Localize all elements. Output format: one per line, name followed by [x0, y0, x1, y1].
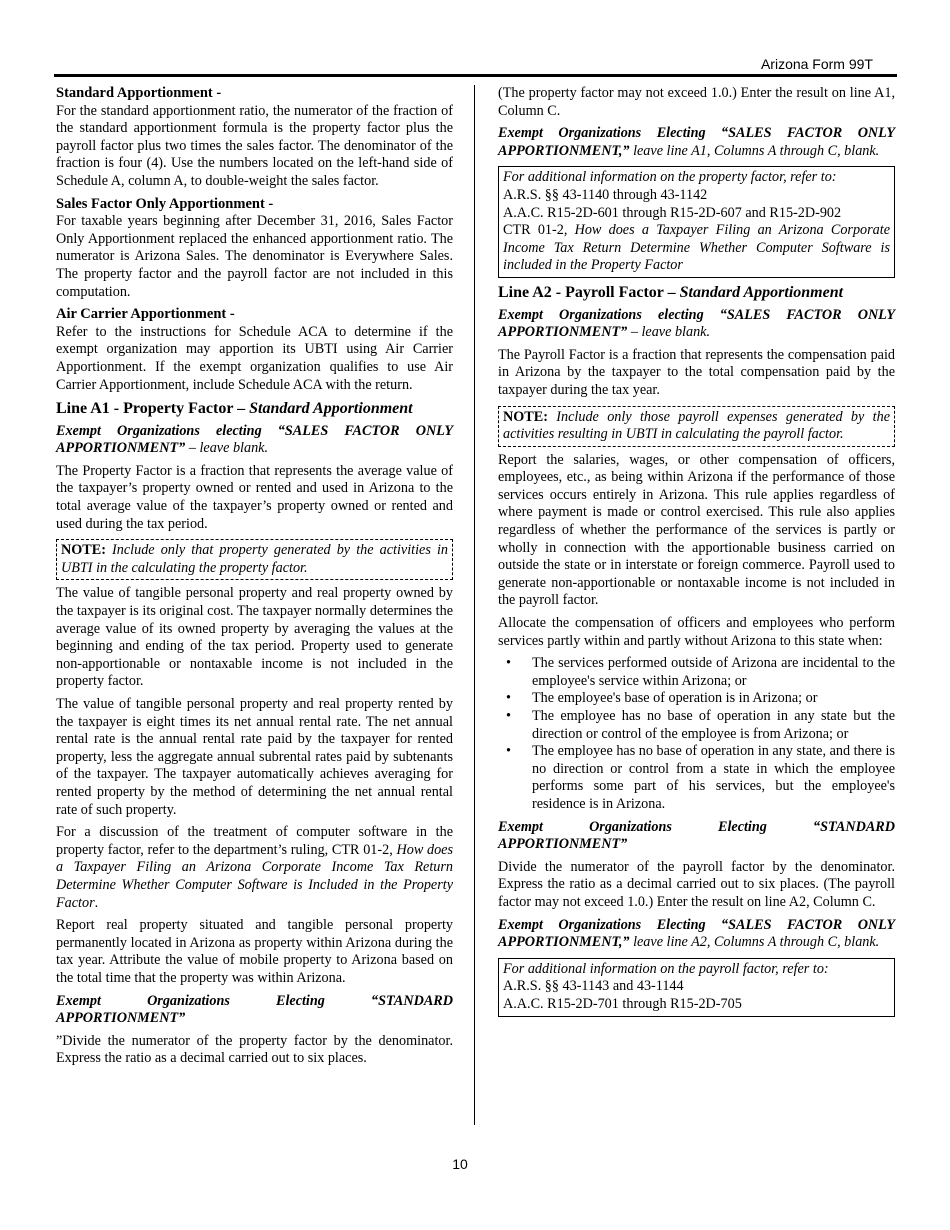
bullet-icon: • [506, 743, 511, 760]
line-a1-note-box: NOTE: Include only that property generated by the activities in UBTI in the calculating the property factor. [56, 539, 453, 580]
left-column [56, 85, 453, 1068]
allocation-conditions-list [498, 655, 895, 813]
standard-apportionment-text: For the standard apportionment ratio, the numerator of the fraction of the standard apportionment formula is the property factor plus the payroll factor plus two times the sales factor. The denominator of the fraction is four (4). Use the numbers located on the left-hand side of Schedule A, column A, to double-weight the sales factor. [56, 102, 453, 189]
line-a1-continued-text: (The property factor may not exceed 1.0.) Enter the result on line A1, Column C. [498, 85, 895, 119]
line-a2-sfo-leave-blank: Exempt Organizations Electing “SALES FACTOR ONLY APPORTIONMENT,” leave line A2, Columns A through C, blank. [498, 916, 895, 951]
standard-apportionment-heading: Standard Apportionment - [56, 85, 222, 101]
line-a1-rented-property-text: The value of tangible personal property and real property rented by the taxpayer is eight times its net annual rental rate. The net annual rental rate is the annual rental rate paid by the taxpayer for rented property, less the aggregate annual subrental rates paid by subtenants of the taxpayer. The taxpayer automatically achieves averaging for rented property by the method of determining the net annual rental rate of such property. [56, 696, 453, 818]
column-divider [474, 85, 475, 1125]
right-column [498, 85, 895, 1017]
list-item: • The employee's base of operation is in Arizona; or [506, 690, 818, 707]
line-a2-salaries-text: Report the salaries, wages, or other compensation of officers, employees, etc., as being within Arizona if the performance of those services occurs entirely in Arizona. This rule applies regardless of where payment is made or control exercised. This rule also applies regardless of whether the performance of the services is partly or wholly in connection with the apportionable business carried on outside the state or in interstate or foreign commerce. Payroll used to generate non-apportionable or nontaxable income is not included in the payroll factor. [498, 451, 895, 609]
line-a1-standard-heading: Exempt Organizations Electing “STANDARD APPORTIONMENT” [56, 992, 453, 1027]
list-item: • The services performed outside of Arizona are incidental to the employee's service within Arizona; or [506, 655, 895, 689]
property-info-ctr: CTR 01-2, How does a Taxpayer Filing an Arizona Corporate Income Tax Return Determine Whether Computer Software is included in the Property Factor [503, 222, 890, 274]
line-a1-heading: Line A1 - Property Factor – Standard Apportionment [56, 400, 413, 418]
line-a1-software-text: For a discussion of the treatment of computer software in the property factor, refer to the department’s ruling, CTR 01-2, How does a Taxpayer Filing an Arizona Corporate Income Tax Return Determine Whether Computer Software is Included in the Property Factor. [56, 824, 453, 911]
property-info-aac: A.A.C. R15-2D-601 through R15-2D-607 and R15-2D-902 [503, 204, 842, 221]
line-a1-owned-property-text: The value of tangible personal property and real property owned by the taxpayer is its original cost. The taxpayer normally determines the average value of its owned property by averaging the values at the beginning and ending of the tax period. Property used to generate non-apportionable or nontaxable income is not included in the property factor. [56, 585, 453, 690]
line-a1-standard-text: ”Divide the numerator of the property factor by the denominator. Express the ratio as a decimal carried out to six places. [56, 1032, 453, 1067]
payroll-info-ars: A.R.S. §§ 43-1143 and 43-1144 [503, 978, 684, 995]
line-a2-heading: Line A2 - Payroll Factor – Standard Apportionment [498, 283, 844, 301]
bullet-icon: • [506, 708, 511, 724]
payroll-info-title: For additional information on the payroll factor, refer to: [503, 960, 829, 977]
bullet-icon: • [506, 690, 511, 707]
form-name-header: Arizona Form 99T [760, 56, 873, 72]
payroll-info-aac: A.A.C. R15-2D-701 through R15-2D-705 [503, 995, 742, 1012]
property-info-ars: A.R.S. §§ 43-1140 through 43-1142 [503, 186, 708, 203]
line-a1-definition: The Property Factor is a fraction that represents the average value of the taxpayer’s property owned or rented and used in Arizona to the total average value of the taxpayer’s property owned or rented and used during the tax period. [56, 462, 453, 532]
page-number: 10 [452, 1156, 468, 1172]
sales-factor-only-heading: Sales Factor Only Apportionment - [56, 195, 274, 212]
sales-factor-only-text: For taxable years beginning after December 31, 2016, Sales Factor Only Apportionment replaced the enhanced apportionment ratio. The numerator is Arizona Sales. The denominator is Everywhere Sales. The property factor and the payroll factor are not included in this computation. [56, 213, 453, 300]
payroll-factor-info-box [498, 958, 895, 1017]
list-item: • The employee has no base of operation in any state but the direction or control of the employee is from Arizona; or [506, 708, 895, 742]
property-factor-info-box [498, 166, 895, 278]
line-a1-sfo-leave-blank: Exempt Organizations Electing “SALES FACTOR ONLY APPORTIONMENT,” leave line A1, Columns A through C, blank. [498, 125, 895, 159]
line-a2-standard-text: Divide the numerator of the payroll factor by the denominator. Express the ratio as a decimal carried out to six places. (The payroll factor may not exceed 1.0.) Enter the result on line A2, Column C. [498, 858, 895, 910]
property-info-title: For additional information on the property factor, refer to: [503, 169, 837, 186]
line-a1-sfo-instruction: Exempt Organizations electing “SALES FACTOR ONLY APPORTIONMENT” – leave blank. [56, 422, 453, 457]
line-a1-real-property-text: Report real property situated and tangible personal property permanently located in Arizona as property within Arizona during the tax year. Attribute the value of mobile property to Arizona based on the total time that the property was within Arizona. [56, 917, 453, 986]
line-a2-sfo-instruction: Exempt Organizations electing “SALES FACTOR ONLY APPORTIONMENT” – leave blank. [498, 306, 895, 341]
air-carrier-text: Refer to the instructions for Schedule ACA to determine if the exempt organization may apportion its UBTI using Air Carrier Apportionment. If the exempt organization qualifies to use Air Carrier Apportionment, include Schedule ACA with the return. [56, 323, 453, 393]
list-item: • The employee has no base of operation in any state, and there is no direction or control from a state in which the employee performs some part of his services, but the employee's residence is in Arizona. [506, 743, 895, 812]
line-a2-standard-heading: Exempt Organizations Electing “STANDARD APPORTIONMENT” [498, 818, 895, 853]
line-a2-allocate-text: Allocate the compensation of officers and employees who perform services partly within and partly without Arizona to this state when: [498, 615, 895, 649]
line-a2-note-box: NOTE: Include only those payroll expenses generated by the activities resulting in UBTI in calculating the payroll factor. [498, 406, 895, 447]
header-rule [54, 74, 897, 77]
air-carrier-heading: Air Carrier Apportionment - [56, 306, 235, 323]
line-a2-definition: The Payroll Factor is a fraction that represents the compensation paid in Arizona by the taxpayer to the total compensation paid by the taxpayer during the tax year. [498, 346, 895, 398]
bullet-icon: • [506, 655, 511, 672]
